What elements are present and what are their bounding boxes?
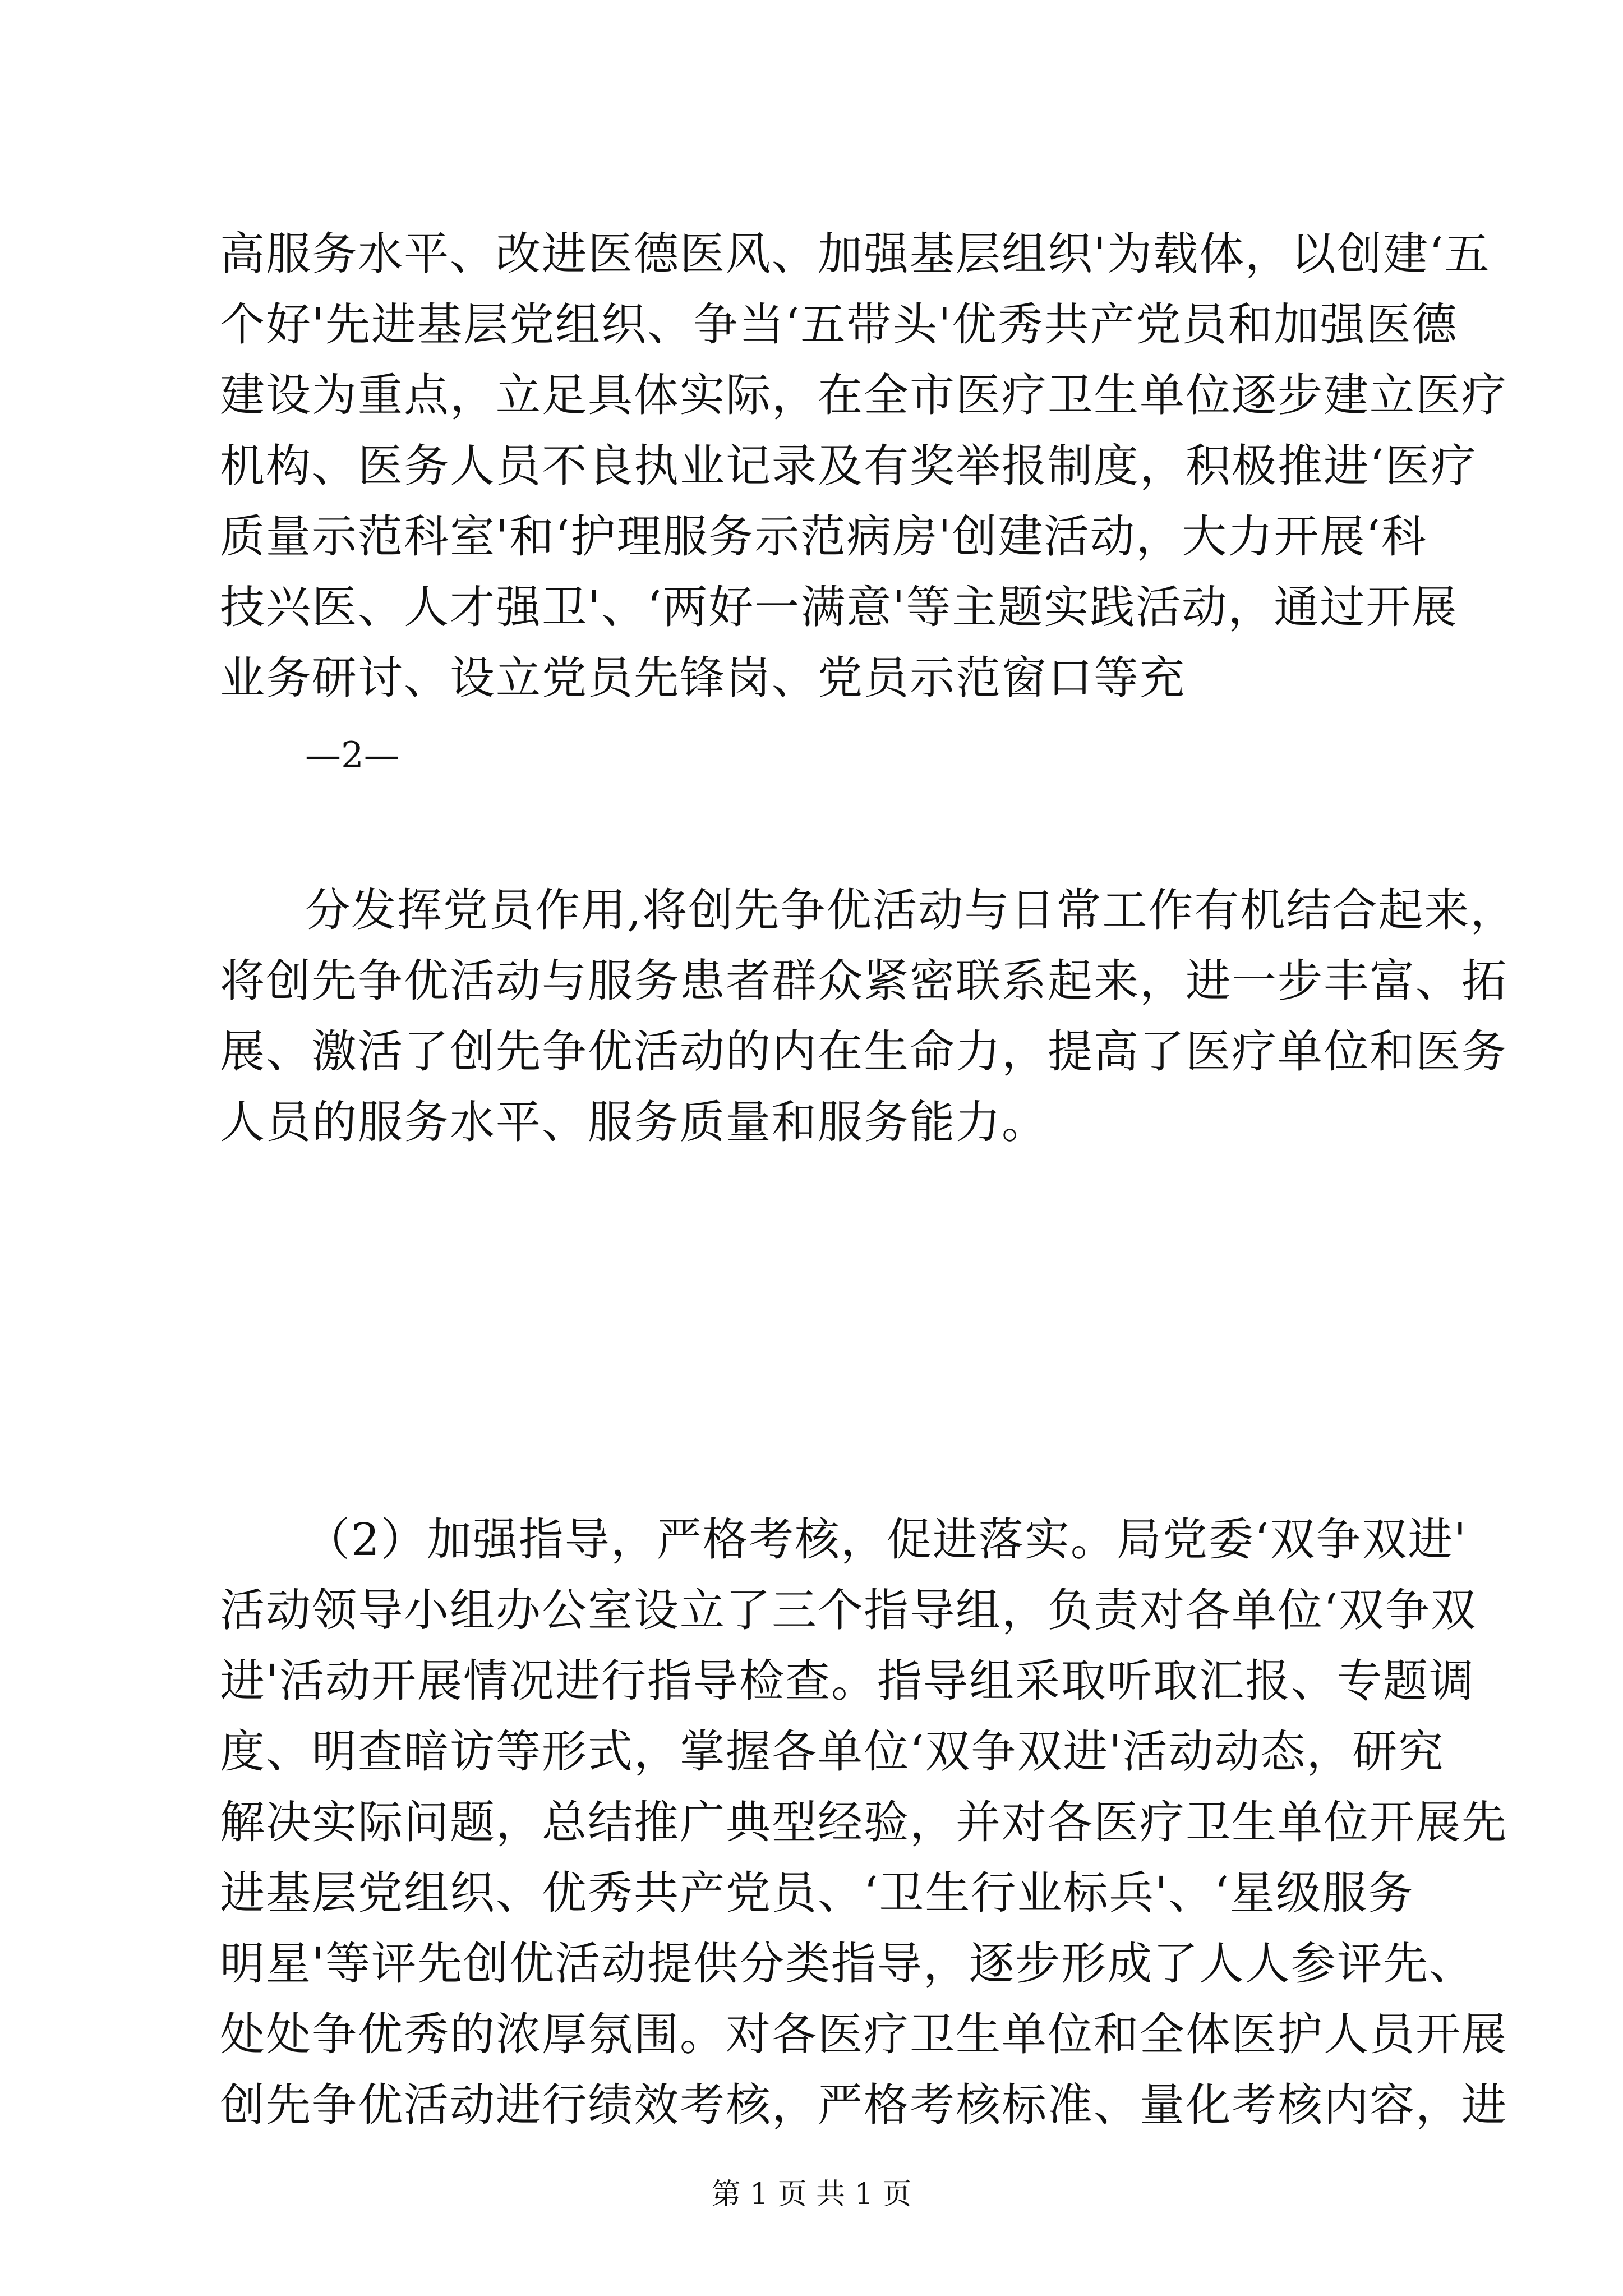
text-line: 技兴医、人才强卫'、‘两好一满意'等主题实践活动，通过开展 [220, 581, 1458, 633]
text-line: （2）加强指导，严格考核，促进落实。局党委‘双争双进' [305, 1513, 1468, 1566]
text-line: 将创先争优活动与服务患者群众紧密联系起来，进一步丰富、拓 [220, 955, 1507, 1007]
text-line: 活动领导小组办公室设立了三个指导组，负责对各单位‘双争双 [220, 1584, 1477, 1636]
text-line: 机构、医务人员不良执业记录及有奖举报制度，积极推进‘医疗 [220, 440, 1477, 492]
page-footer: 第 1 页 共 1 页 [711, 2178, 912, 2211]
text-line: 业务研讨、设立党员先锋岗、党员示范窗口等充 [220, 652, 1186, 704]
text-line: 人员的服务水平、服务质量和服务能力。 [220, 1096, 1048, 1148]
text-line: 创先争优活动进行绩效考核，严格考核标准、量化考核内容，进 [220, 2079, 1507, 2131]
page-marker: —2— [305, 735, 400, 776]
text-line: 展、激活了创先争优活动的内在生命力，提高了医疗单位和医务 [220, 1025, 1507, 1078]
text-line: 进'活动开展情况进行指导检查。指导组采取听取汇报、专题调 [220, 1655, 1475, 1707]
text-line: 个好'先进基层党组织、争当‘五带头'优秀共产党员和加强医德 [220, 298, 1458, 351]
text-line: 高服务水平、改进医德医风、加强基层组织'为载体，以创建‘五 [220, 228, 1491, 280]
text-line: 质量示范科室'和‘护理服务示范病房'创建活动，大力开展‘科 [220, 510, 1427, 563]
text-line: 明星'等评先创优活动提供分类指导，逐步形成了人人参评先、 [220, 1938, 1475, 1990]
text-line: 处处争优秀的浓厚氛围。对各医疗卫生单位和全体医护人员开展 [220, 2008, 1507, 2060]
text-line: 解决实际问题，总结推广典型经验，并对各医疗卫生单位开展先 [220, 1796, 1507, 1848]
text-line: 建设为重点，立足具体实际，在全市医疗卫生单位逐步建立医疗 [220, 369, 1507, 421]
text-line: 度、明查暗访等形式，掌握各单位‘双争双进'活动动态，研究 [220, 1726, 1445, 1778]
text-line: 分发挥党员作用,将创先争优活动与日常工作有机结合起来， [305, 884, 1516, 936]
text-line: 进基层党组织、优秀共产党员、‘卫生行业标兵'、‘星级服务 [220, 1867, 1414, 1919]
